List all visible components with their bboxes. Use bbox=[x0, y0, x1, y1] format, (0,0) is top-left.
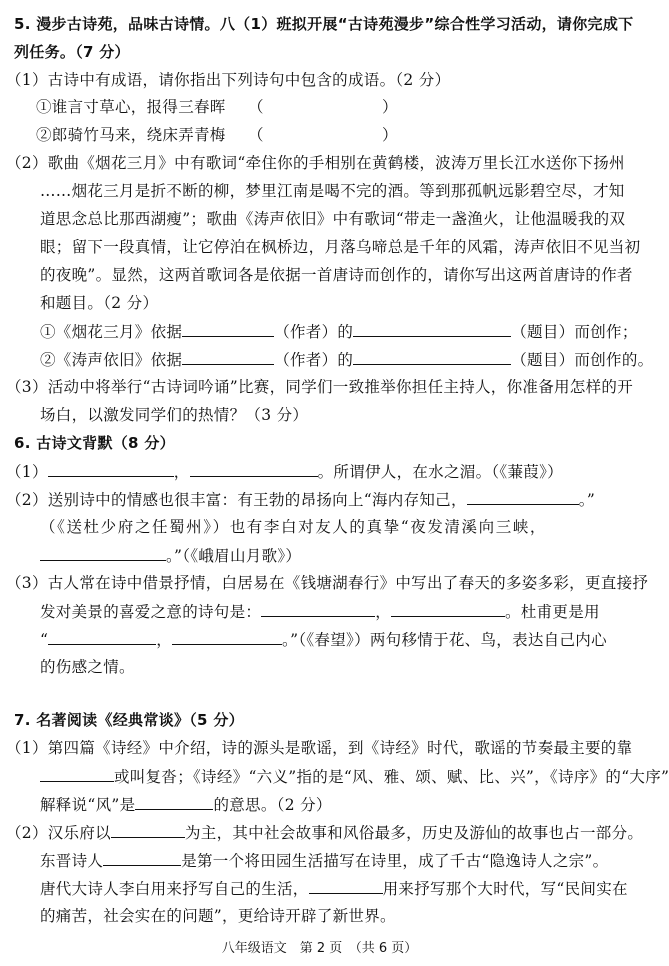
q7-part1-line3 bbox=[40, 794, 332, 815]
q7-part2-text: 用来抒写那个大时代，写“民间实在 bbox=[382, 880, 628, 898]
q6-part3-line4: 的伤感之情。 bbox=[40, 658, 135, 676]
q7-part2-line2 bbox=[40, 850, 608, 871]
q6-part2-line3 bbox=[40, 545, 301, 566]
q7-part2-line1 bbox=[6, 822, 643, 843]
page-footer: 八年级语文 第 2 页 （共 6 页） bbox=[221, 941, 418, 956]
q6-part3-text: 。杜甫更是用 bbox=[505, 603, 600, 621]
q7-part2-text: 是第一个将田园生活描写在诗里，成了千古“隐逸诗人之宗”。 bbox=[181, 852, 609, 870]
q5-part2-line5: 的夜晚”。显然，这两首歌词各是依据一首唐诗而创作的，请你写出这两首唐诗的作者 bbox=[40, 266, 633, 284]
song-source-label: ①《烟花三月》依据 bbox=[40, 323, 183, 341]
q5-title-line2: 列任务。（7 分） bbox=[14, 43, 130, 61]
title-blank[interactable] bbox=[353, 321, 511, 337]
punctuation: 。” bbox=[578, 491, 596, 509]
punctuation: “ bbox=[40, 631, 49, 649]
title-label: （题目）而创作的。 bbox=[511, 351, 654, 369]
q6-part3-text: 。”（《春望》）两句移情于花、鸟，表达自己内心 bbox=[282, 631, 607, 649]
author-label: （作者）的 bbox=[274, 351, 354, 369]
q6-part3-line1: （3）古人常在诗中借景抒情，白居易在《钱塘湖春行》中写出了春天的多姿多彩，更直接抒 bbox=[6, 574, 649, 592]
recitation-blank[interactable] bbox=[48, 461, 174, 477]
q6-part2-source: 。”（《峨眉山月歌》） bbox=[166, 547, 302, 565]
q6-part3-line3 bbox=[40, 629, 607, 650]
q6-part3-line2 bbox=[40, 601, 600, 622]
q5-part2-answer-b bbox=[40, 349, 653, 370]
q7-part1-line2 bbox=[40, 766, 669, 787]
q6-part1 bbox=[6, 461, 563, 482]
reading-blank[interactable] bbox=[103, 850, 181, 866]
q7-part2-text: 为主，其中社会故事和风俗最多，历史及游仙的故事也占一部分。 bbox=[184, 824, 644, 842]
q6-title: 6. 古诗文背默（8 分） bbox=[14, 434, 175, 452]
q5-part3-line2: 场白，以激发同学们的热情？（3 分） bbox=[40, 406, 309, 424]
q6-part2-line1 bbox=[6, 489, 595, 510]
recitation-blank[interactable] bbox=[261, 601, 375, 617]
recitation-blank[interactable] bbox=[391, 601, 505, 617]
q7-part2-text: 东晋诗人 bbox=[40, 852, 104, 870]
answer-paren-close: ） bbox=[382, 126, 398, 144]
song-source-label: ②《涛声依旧》依据 bbox=[40, 351, 183, 369]
q6-part1-tail: 。所谓伊人，在水之湄。（《蒹葭》） bbox=[317, 463, 563, 481]
answer-paren-open: （ bbox=[248, 98, 264, 116]
q7-part2-text: 唐代大诗人李白用来抒写自己的生活， bbox=[40, 880, 309, 898]
q7-part2-line4: 的痛苦，社会实在的问题”，更给诗开辟了新世界。 bbox=[40, 907, 396, 925]
q5-title-line1: 5. 漫步古诗苑，品味古诗情。八（1）班拟开展“古诗苑漫步”综合性学习活动，请你完成下 bbox=[14, 15, 634, 33]
reading-blank[interactable] bbox=[309, 878, 383, 894]
punctuation: ， bbox=[375, 603, 392, 621]
answer-paren-open: （ bbox=[248, 126, 264, 144]
reading-blank[interactable] bbox=[111, 822, 185, 838]
q7-part1-text: 解释说“风”是 bbox=[40, 796, 136, 814]
recitation-blank[interactable] bbox=[40, 545, 166, 561]
recitation-blank[interactable] bbox=[190, 461, 318, 477]
q5-part2-line6: 和题目。（2 分） bbox=[40, 294, 159, 312]
q5-part1-item-a-text: ①谁言寸草心，报得三春晖 bbox=[36, 98, 226, 116]
title-blank[interactable] bbox=[353, 349, 511, 365]
q6-part2-line2: （《送杜少府之任蜀州》）也有李白对友人的真挚“夜发清溪向三峡， bbox=[40, 518, 548, 536]
q5-part1-item-a bbox=[36, 97, 398, 117]
reading-blank[interactable] bbox=[135, 794, 213, 810]
punctuation: ， bbox=[156, 631, 173, 649]
part-number: （1） bbox=[6, 463, 48, 481]
q5-part1-item-b-text: ②郎骑竹马来，绕床弄青梅 bbox=[36, 126, 226, 144]
q5-part1-item-b bbox=[36, 125, 398, 145]
q5-part3-line1: （3）活动中将举行“古诗词吟诵”比赛，同学们一致推举你担任主持人，你准备用怎样的开 bbox=[6, 378, 634, 396]
title-label: （题目）而创作； bbox=[511, 323, 638, 341]
q5-part1-stem: （1）古诗中有成语，请你指出下列诗句中包含的成语。（2 分） bbox=[6, 71, 451, 89]
reading-blank[interactable] bbox=[40, 766, 114, 782]
q5-part2-line3: 道思念总比那西湖瘦”；歌曲《涛声依旧》中有歌词“带走一盏渔火，让他温暖我的双 bbox=[40, 210, 626, 228]
q5-part2-line4: 眼；留下一段真情，让它停泊在枫桥边，月落乌啼总是千年的风霜，涛声依旧不见当初 bbox=[40, 238, 641, 256]
answer-paren-close: ） bbox=[382, 98, 398, 116]
q7-part1-text: 的意思。（2 分） bbox=[213, 796, 332, 814]
punctuation: ， bbox=[173, 463, 190, 481]
q7-part2-line3 bbox=[40, 878, 628, 899]
q6-part3-text: 发对美景的喜爱之意的诗句是： bbox=[40, 603, 262, 621]
q5-part2-answer-a bbox=[40, 321, 638, 342]
q7-part1-text: 或叫复沓；《诗经》“六义”指的是“风、雅、颂、赋、比、兴”，《诗序》的“大序” bbox=[114, 768, 669, 786]
author-label: （作者）的 bbox=[274, 323, 354, 341]
author-blank[interactable] bbox=[182, 321, 274, 337]
recitation-blank[interactable] bbox=[172, 629, 282, 645]
q5-part2-line2: ……烟花三月是折不断的柳，梦里江南是喝不完的酒。等到那孤帆远影碧空尽，才知 bbox=[40, 182, 625, 200]
q7-part2-text: （2）汉乐府以 bbox=[6, 824, 111, 842]
q5-part2-line1: （2）歌曲《烟花三月》中有歌词“牵住你的手相别在黄鹤楼，波涛万里长江水送你下扬州 bbox=[6, 154, 625, 172]
author-blank[interactable] bbox=[182, 349, 274, 365]
q6-part2-text: （2）送别诗中的情感也很丰富：有王勃的昂扬向上“海内存知己， bbox=[6, 491, 467, 509]
q7-title: 7. 名著阅读《经典常谈》（5 分） bbox=[14, 711, 244, 729]
recitation-blank[interactable] bbox=[467, 489, 579, 505]
q7-part1-line1: （1）第四篇《诗经》中介绍，诗的源头是歌谣，到《诗经》时代，歌谣的节奏最主要的靠 bbox=[6, 739, 633, 757]
recitation-blank[interactable] bbox=[48, 629, 156, 645]
